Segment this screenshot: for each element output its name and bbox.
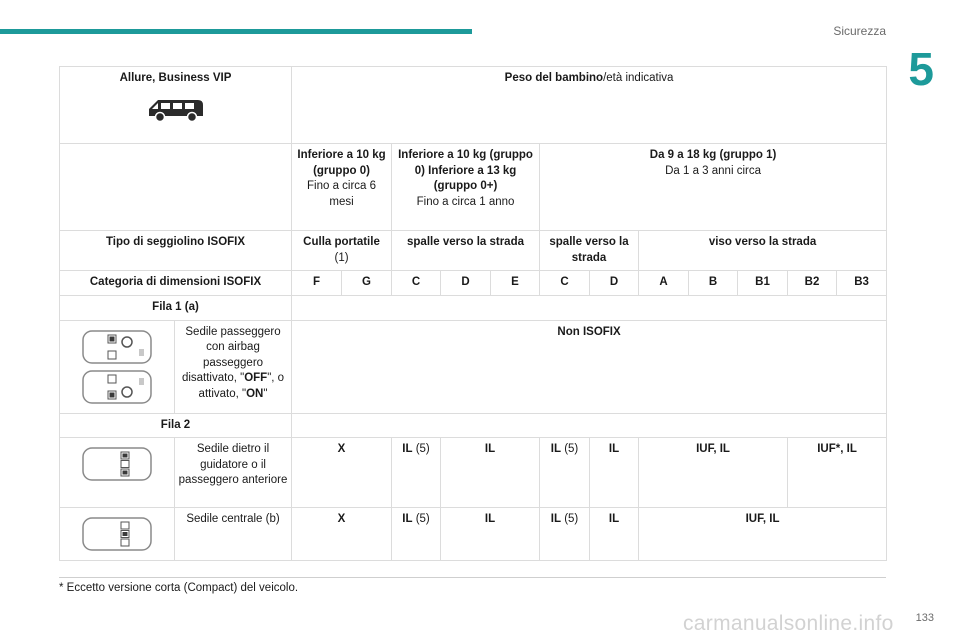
- size-cell: C: [540, 271, 590, 296]
- rear-outer-seat-label: Sedile dietro il guidatore o il passeggero anteriore: [175, 438, 292, 508]
- group-age: Da 1 a 3 anni circa: [665, 164, 761, 177]
- vehicle-label: Allure, Business VIP: [119, 72, 232, 84]
- size-cell: D: [441, 271, 491, 296]
- vehicle-cell: [60, 67, 292, 144]
- compat-cell: IUF*, IL: [788, 438, 887, 508]
- size-cell: E: [491, 271, 540, 296]
- size-cell: G: [342, 271, 392, 296]
- table-row: [60, 271, 887, 296]
- seat-type-label: Tipo di seggiolino ISOFIX: [60, 231, 292, 271]
- compat-note: (5): [415, 513, 430, 526]
- isofix-table: [59, 66, 887, 561]
- compat-cell: IUF, IL: [639, 508, 887, 561]
- group-0plus-cell: [392, 144, 540, 231]
- footnote-divider: [59, 577, 886, 578]
- group-label: Inferiore a 10 kg (gruppo 0): [297, 149, 386, 177]
- table-row: [60, 231, 887, 271]
- forward-facing-cell: viso verso la strada: [639, 231, 887, 271]
- size-cell: B2: [788, 271, 837, 296]
- compat-cell: [540, 438, 590, 508]
- car-layout-front-icon: [81, 369, 153, 405]
- centre-seat-label: Sedile centrale (b): [175, 508, 292, 561]
- size-category-label: Categoria di dimensioni ISOFIX: [60, 271, 292, 296]
- table-row: [60, 438, 887, 508]
- table-row: [60, 67, 887, 144]
- van-icon: [146, 97, 206, 123]
- table-row: [60, 295, 887, 320]
- size-cell: C: [392, 271, 441, 296]
- row1-label: Fila 1 (a): [60, 295, 292, 320]
- passenger-seat-cell: [175, 320, 292, 413]
- non-isofix-cell: Non ISOFIX: [292, 320, 887, 413]
- empty-cell: [60, 144, 292, 231]
- compat-code: IL: [550, 443, 561, 456]
- seat-diagram-cell: [60, 438, 175, 508]
- compat-note: (5): [564, 513, 579, 526]
- compat-cell: [392, 438, 441, 508]
- carrycot-cell: [292, 231, 392, 271]
- group-label: Inferiore a 10 kg (gruppo 0) Inferiore a 13 kg (gruppo 0+): [398, 149, 533, 193]
- carrycot-note: (1): [334, 251, 349, 264]
- weight-header-bold: Peso del bambino: [504, 72, 604, 84]
- chapter-number: 5: [908, 43, 934, 95]
- section-title: Sicurezza: [833, 24, 886, 38]
- table-row: [60, 144, 887, 231]
- group-label: Da 9 a 18 kg (gruppo 1): [649, 149, 777, 161]
- compat-note: (5): [564, 443, 579, 456]
- weight-header-cell: [292, 67, 887, 144]
- compat-code: IL: [550, 513, 561, 526]
- size-cell: F: [292, 271, 342, 296]
- watermark: carmanualsonline.info: [683, 612, 894, 635]
- car-layout-front-icon: [81, 329, 153, 365]
- compat-code: IL: [402, 513, 413, 526]
- size-cell: A: [639, 271, 689, 296]
- passenger-seat-text: ": [263, 388, 268, 400]
- table-row: [60, 320, 887, 413]
- table-row: [60, 413, 887, 438]
- compat-cell: IL: [590, 438, 639, 508]
- empty-cell: [292, 295, 887, 320]
- header-accent-bar: [0, 29, 472, 34]
- compat-cell: IL: [441, 508, 540, 561]
- airbag-off-label: OFF: [244, 372, 268, 385]
- table-row: [60, 508, 887, 561]
- weight-header-rest: /età indicativa: [603, 72, 674, 84]
- compat-code: IL: [402, 443, 413, 456]
- carrycot-label: Culla portatile: [303, 236, 380, 248]
- passenger-seat-text: Sedile passeggero con airbag passeggero disattivato, ": [181, 325, 281, 385]
- compat-cell: IL: [590, 508, 639, 561]
- empty-cell: [292, 413, 887, 438]
- footnote: * Eccetto versione corta (Compact) del veicolo.: [59, 582, 299, 594]
- compat-note: (5): [415, 443, 430, 456]
- size-cell: B: [689, 271, 738, 296]
- car-layout-rear-centre-icon: [81, 516, 153, 552]
- compat-cell: [540, 508, 590, 561]
- rear-facing-cell: spalle verso la strada: [540, 231, 639, 271]
- compat-cell: X: [292, 438, 392, 508]
- group-1-cell: [540, 144, 887, 231]
- compat-cell: IUF, IL: [639, 438, 788, 508]
- row2-label: Fila 2: [60, 413, 292, 438]
- airbag-on-label: ON: [246, 388, 264, 400]
- seat-diagram-cell: [60, 508, 175, 561]
- size-cell: B3: [837, 271, 887, 296]
- seat-diagram-cell: [60, 320, 175, 413]
- group-age: Fino a circa 1 anno: [416, 195, 515, 208]
- compat-cell: X: [292, 508, 392, 561]
- compat-cell: IL: [441, 438, 540, 508]
- group-age: Fino a circa 6 mesi: [307, 180, 377, 208]
- passenger-seat-text: ", o attivato, ": [198, 372, 285, 400]
- car-layout-rear-outer-icon: [81, 446, 153, 482]
- page-number: 133: [915, 612, 934, 624]
- compat-cell: [392, 508, 441, 561]
- size-cell: B1: [738, 271, 788, 296]
- rear-facing-cell: spalle verso la strada: [392, 231, 540, 271]
- size-cell: D: [590, 271, 639, 296]
- group-0-cell: [292, 144, 392, 231]
